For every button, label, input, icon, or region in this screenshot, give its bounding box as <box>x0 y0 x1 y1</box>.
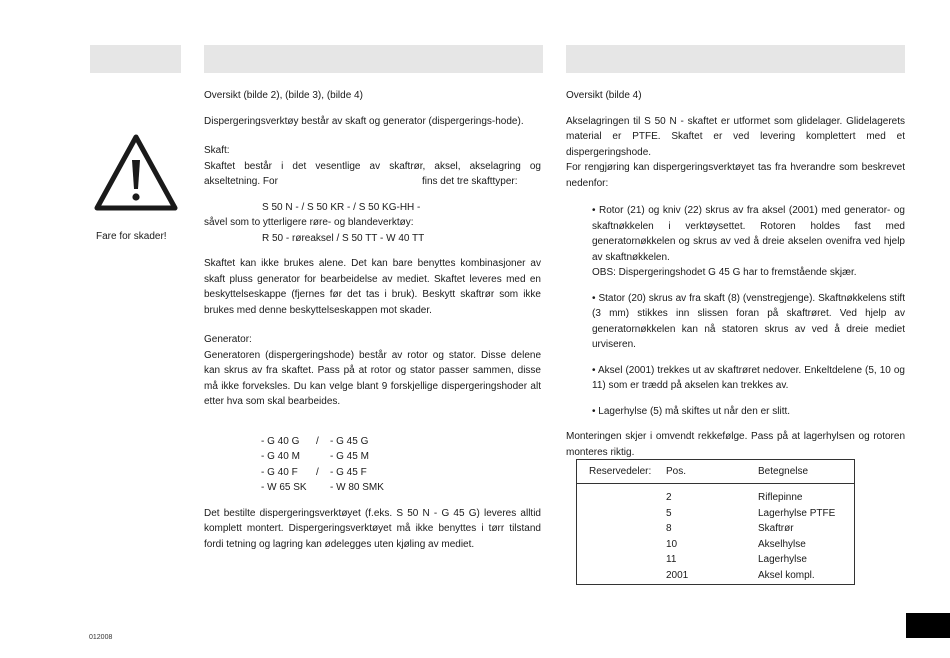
types-line-1: S 50 N - / S 50 KR - / S 50 KG-HH - <box>262 201 421 213</box>
generator-list <box>261 434 541 496</box>
generator-row: - G 40 F / - G 45 F <box>261 466 367 478</box>
cleaning-paragraph: For rengjøring kan dispergeringsverktøyet tas fra hverandre som beskrevet nedenfor: <box>566 162 905 189</box>
spare-parts-table <box>576 459 855 585</box>
shaft-section <box>204 143 541 190</box>
intro-paragraph: Dispergeringsverktøy består av skaft og generator (dispergerings-hode). <box>204 115 524 127</box>
generator-row: - G 40 G / - G 45 G <box>261 435 369 447</box>
generator-row: - W 65 SK - W 80 SMK <box>261 482 384 493</box>
generator-heading: Generator: <box>204 334 252 345</box>
right-overview-heading: Oversikt (bilde 4) <box>566 90 642 101</box>
types-line-3: R 50 - røreaksel / S 50 TT - W 40 TT <box>262 232 425 244</box>
spare-parts-body <box>577 484 854 583</box>
assembly-paragraph: Monteringen skjer i omvendt rekkefølge. Pass på at lagerhylsen og rotoren monteres riktig. <box>566 431 905 458</box>
bullet-shaft: • Aksel (2001) trekkes ut av skaftrøret nedover. Enkeltdelene (5, 10 og 11) som er trædd på akselen kan trekkes av. <box>592 364 905 391</box>
bullet-stator: • Stator (20) skrus av fra skaft (8) (venstregjenge). Skaftnøkkelens stift (3 mm) stikkes inn slissen foran på skaftrøret. Ved hjelp av generatornøkkelen kan nå statoren skrus av ved å dreie mediet urviseren. <box>592 292 905 350</box>
shaft-line-1: Skaftet består i det vesentlige av skaftrør, aksel, akselagring og <box>204 160 541 172</box>
header-designation: Betegnelse <box>758 465 809 477</box>
shaft-types <box>204 200 541 247</box>
left-header-bar <box>90 45 181 73</box>
shaft-line-2-a: akseltetning. For <box>204 176 278 187</box>
warning-label: Fare for skader! <box>96 231 167 242</box>
warning-triangle-icon <box>93 133 179 213</box>
generator-section <box>204 332 541 410</box>
bullet-rotor: • Rotor (21) og kniv (22) skrus av fra aksel (2001) med generator- og skaftnøkkelen i verktøysettet. Rotoren holdes fast med generatornøkkelen og skrus av ved å dreie akselen ovenifra ved hjelp av skaftnøkkelen. OBS: Dispergeringshodet G 45 G har to fremstående skjær. <box>566 203 905 281</box>
spare-parts-header <box>577 460 854 484</box>
generator-paragraph: Generatoren (dispergeringshode) består av rotor og stator. Disse delene kan skrus av fra skaftet. Pass på at rotor og stator passer sammen, disse må ikke forveksles. Du kan velge blant 9 forskjellige dispergeringshoder alt etter hva som skal bearbeides. <box>204 349 541 407</box>
header-pos: Pos. <box>666 465 687 477</box>
right-header-bar <box>566 45 905 73</box>
header-spare-parts: Reservedeler: <box>589 465 652 477</box>
right-column <box>566 88 905 470</box>
table-row: 11 Lagerhylse <box>666 554 807 565</box>
table-row: 8 Skaftrør <box>666 523 794 534</box>
bullet-bearing: • Lagerhylse (5) må skiftes ut når den er slitt. <box>592 405 791 417</box>
types-line-2: såvel som to ytterligere røre- og blandeverktøy: <box>204 217 414 228</box>
table-row: 2001 Aksel kompl. <box>666 569 815 581</box>
table-row: 5 Lagerhylse PTFE <box>666 507 836 519</box>
shaft-line-2-b: fins det tre skafttyper: <box>421 176 518 187</box>
generator-row: - G 40 M - G 45 M <box>261 451 369 462</box>
bullet-rotor-note: OBS: Dispergeringshodet G 45 G har to fremstående skjær. <box>592 267 857 278</box>
overview-heading: Oversikt (bilde 2), (bilde 3), (bilde 4) <box>204 90 363 101</box>
footer-code: 012008 <box>89 634 113 641</box>
middle-header-bar <box>204 45 543 73</box>
bearing-paragraph: Akselagringen til S 50 N - skaftet er utformet som glidelager. Glidelagerets material er PTFE. Skaftet er ved levering komplettert med et dispergeringshode. <box>566 115 905 158</box>
table-row: 2 Riflepinne <box>666 492 803 503</box>
page-marker <box>906 613 950 638</box>
table-row: 10 Akselhylse <box>666 538 806 550</box>
shaft-line-2 <box>204 174 541 190</box>
shaft-paragraph: Skaftet kan ikke brukes alene. Det kan bare benyttes kombinasjoner av skaft pluss generator for bearbeidelse av mediet. Skaftet leveres med en beskyttelseskappe (fjernes før det tas i bruk). Beskytt skaftrør som ikke brukes med denne beskyttelseskappen mot skader. <box>204 258 541 316</box>
shaft-heading: Skaft: <box>204 145 230 156</box>
final-paragraph: Det bestilte dispergeringsverktøyet (f.eks. S 50 N - G 45 G) leveres alltid komplett montert. Dispergeringsverktøyet må ikke benyttes i tørr tilstand fordi tetning og lagring kan ødelegges uten kjøling av mediet. <box>204 507 541 550</box>
middle-column <box>204 88 541 562</box>
